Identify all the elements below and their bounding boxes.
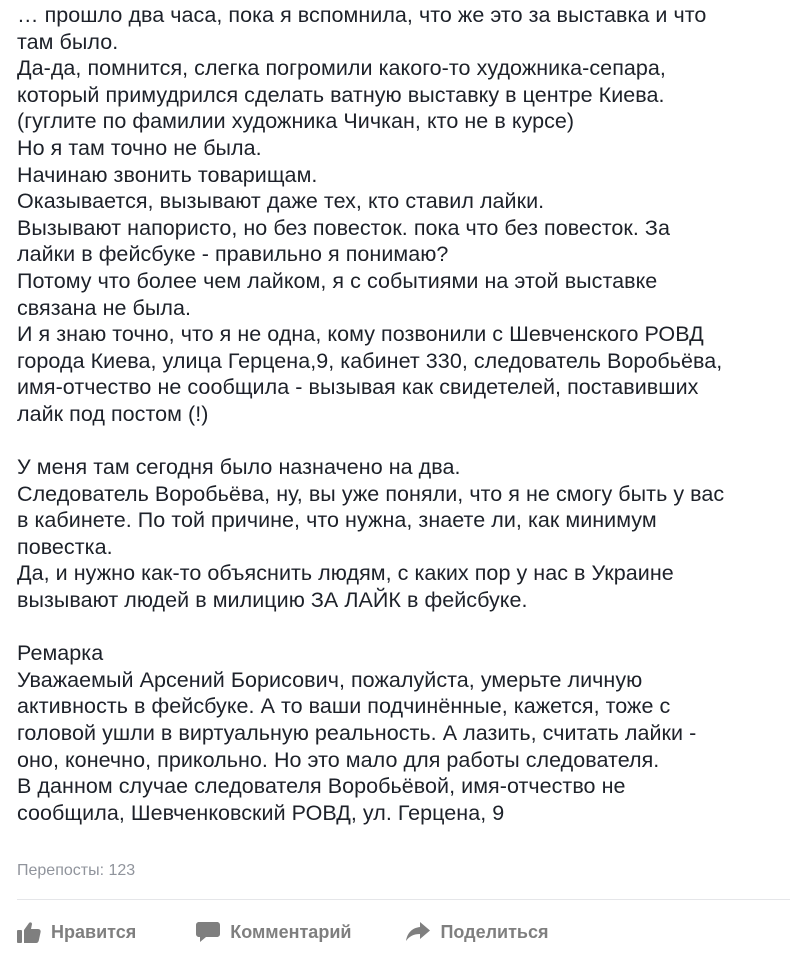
- post-line: имя-отчество не сообщила - вызывая как свидетелей, поставивших: [17, 375, 699, 400]
- post-line: оно, конечно, прикольно. Но это мало для работы следователя.: [17, 747, 660, 772]
- post-line: города Киева, улица Герцена,9, кабинет 330, следователь Воробьёва,: [17, 348, 723, 373]
- post-line: В данном случае следователя Воробьёвой, имя-отчество не: [17, 774, 626, 799]
- post-body: [17, 2, 802, 826]
- share-button[interactable]: [406, 922, 548, 943]
- post-line: И я знаю точно, что я не одна, кому позвонили с Шевченского РОВД: [17, 322, 704, 347]
- paragraph-gap: [17, 428, 802, 455]
- post-line: Да-да, помнится, слегка погромили какого-то художника-сепара,: [17, 56, 666, 81]
- post-line: Вызывают напористо, но без повесток. пока что без повесток. За: [17, 215, 670, 240]
- post-line: Начинаю звонить товарищам.: [17, 162, 318, 187]
- reposts-count[interactable]: Перепосты: 123: [17, 862, 136, 879]
- comment-label: Комментарий: [230, 921, 352, 942]
- post-line: Оказывается, вызывают даже тех, кто ставил лайки.: [17, 189, 545, 214]
- post-line: Но я там точно не была.: [17, 135, 262, 160]
- action-bar: [17, 912, 548, 952]
- post-line: который примудрился сделать ватную выставку в центре Киева.: [17, 82, 665, 107]
- comment-button[interactable]: [196, 921, 351, 943]
- post-line: Уважаемый Арсений Борисович, пожалуйста, умерьте личную: [17, 667, 643, 692]
- post-line: активность в фейсбуке. А то ваши подчинённые, кажется, тоже с: [17, 694, 671, 719]
- post-paragraph: [17, 640, 802, 826]
- post-line: головой ушли в виртуальную реальность. А лазить, считать лайки -: [17, 721, 697, 746]
- post-paragraph: [17, 2, 802, 428]
- post-line: связана не была.: [17, 295, 192, 320]
- post-line: Ремарка: [17, 641, 104, 666]
- comment-icon: [196, 921, 220, 943]
- post-line: лайк под постом (!): [17, 401, 209, 426]
- like-label: Нравится: [51, 921, 137, 942]
- like-button[interactable]: [17, 921, 136, 943]
- post-line: повестка.: [17, 534, 113, 559]
- post-line: Следователь Воробьёва, ну, вы уже поняли, что я не смогу быть у вас: [17, 481, 725, 506]
- paragraph-gap: [17, 614, 802, 641]
- divider: [17, 899, 790, 900]
- post-line: в кабинете. По той причине, что нужна, знаете ли, как минимум: [17, 508, 657, 533]
- share-icon: [406, 922, 430, 942]
- post-line: У меня там сегодня было назначено на два.: [17, 455, 461, 480]
- share-label: Поделиться: [440, 921, 549, 942]
- post-line: … прошло два часа, пока я вспомнила, что же это за выставка и что: [17, 3, 707, 27]
- post-line: Да, и нужно как-то объяснить людям, с каких пор у нас в Украине: [17, 561, 674, 586]
- post-paragraph: [17, 454, 802, 614]
- post-line: сообщила, Шевченковский РОВД, ул. Герцена, 9: [17, 800, 505, 825]
- post-line: вызывают людей в милицию ЗА ЛАЙК в фейсбуке.: [17, 588, 528, 613]
- thumbs-up-icon: [17, 921, 41, 943]
- post-line: там было.: [17, 29, 119, 54]
- post-line: (гуглите по фамилии художника Чичкан, кто не в курсе): [17, 109, 575, 134]
- post-line: Потому что более чем лайком, я с событиями на этой выставке: [17, 268, 658, 293]
- post-line: лайки в фейсбуке - правильно я понимаю?: [17, 242, 449, 267]
